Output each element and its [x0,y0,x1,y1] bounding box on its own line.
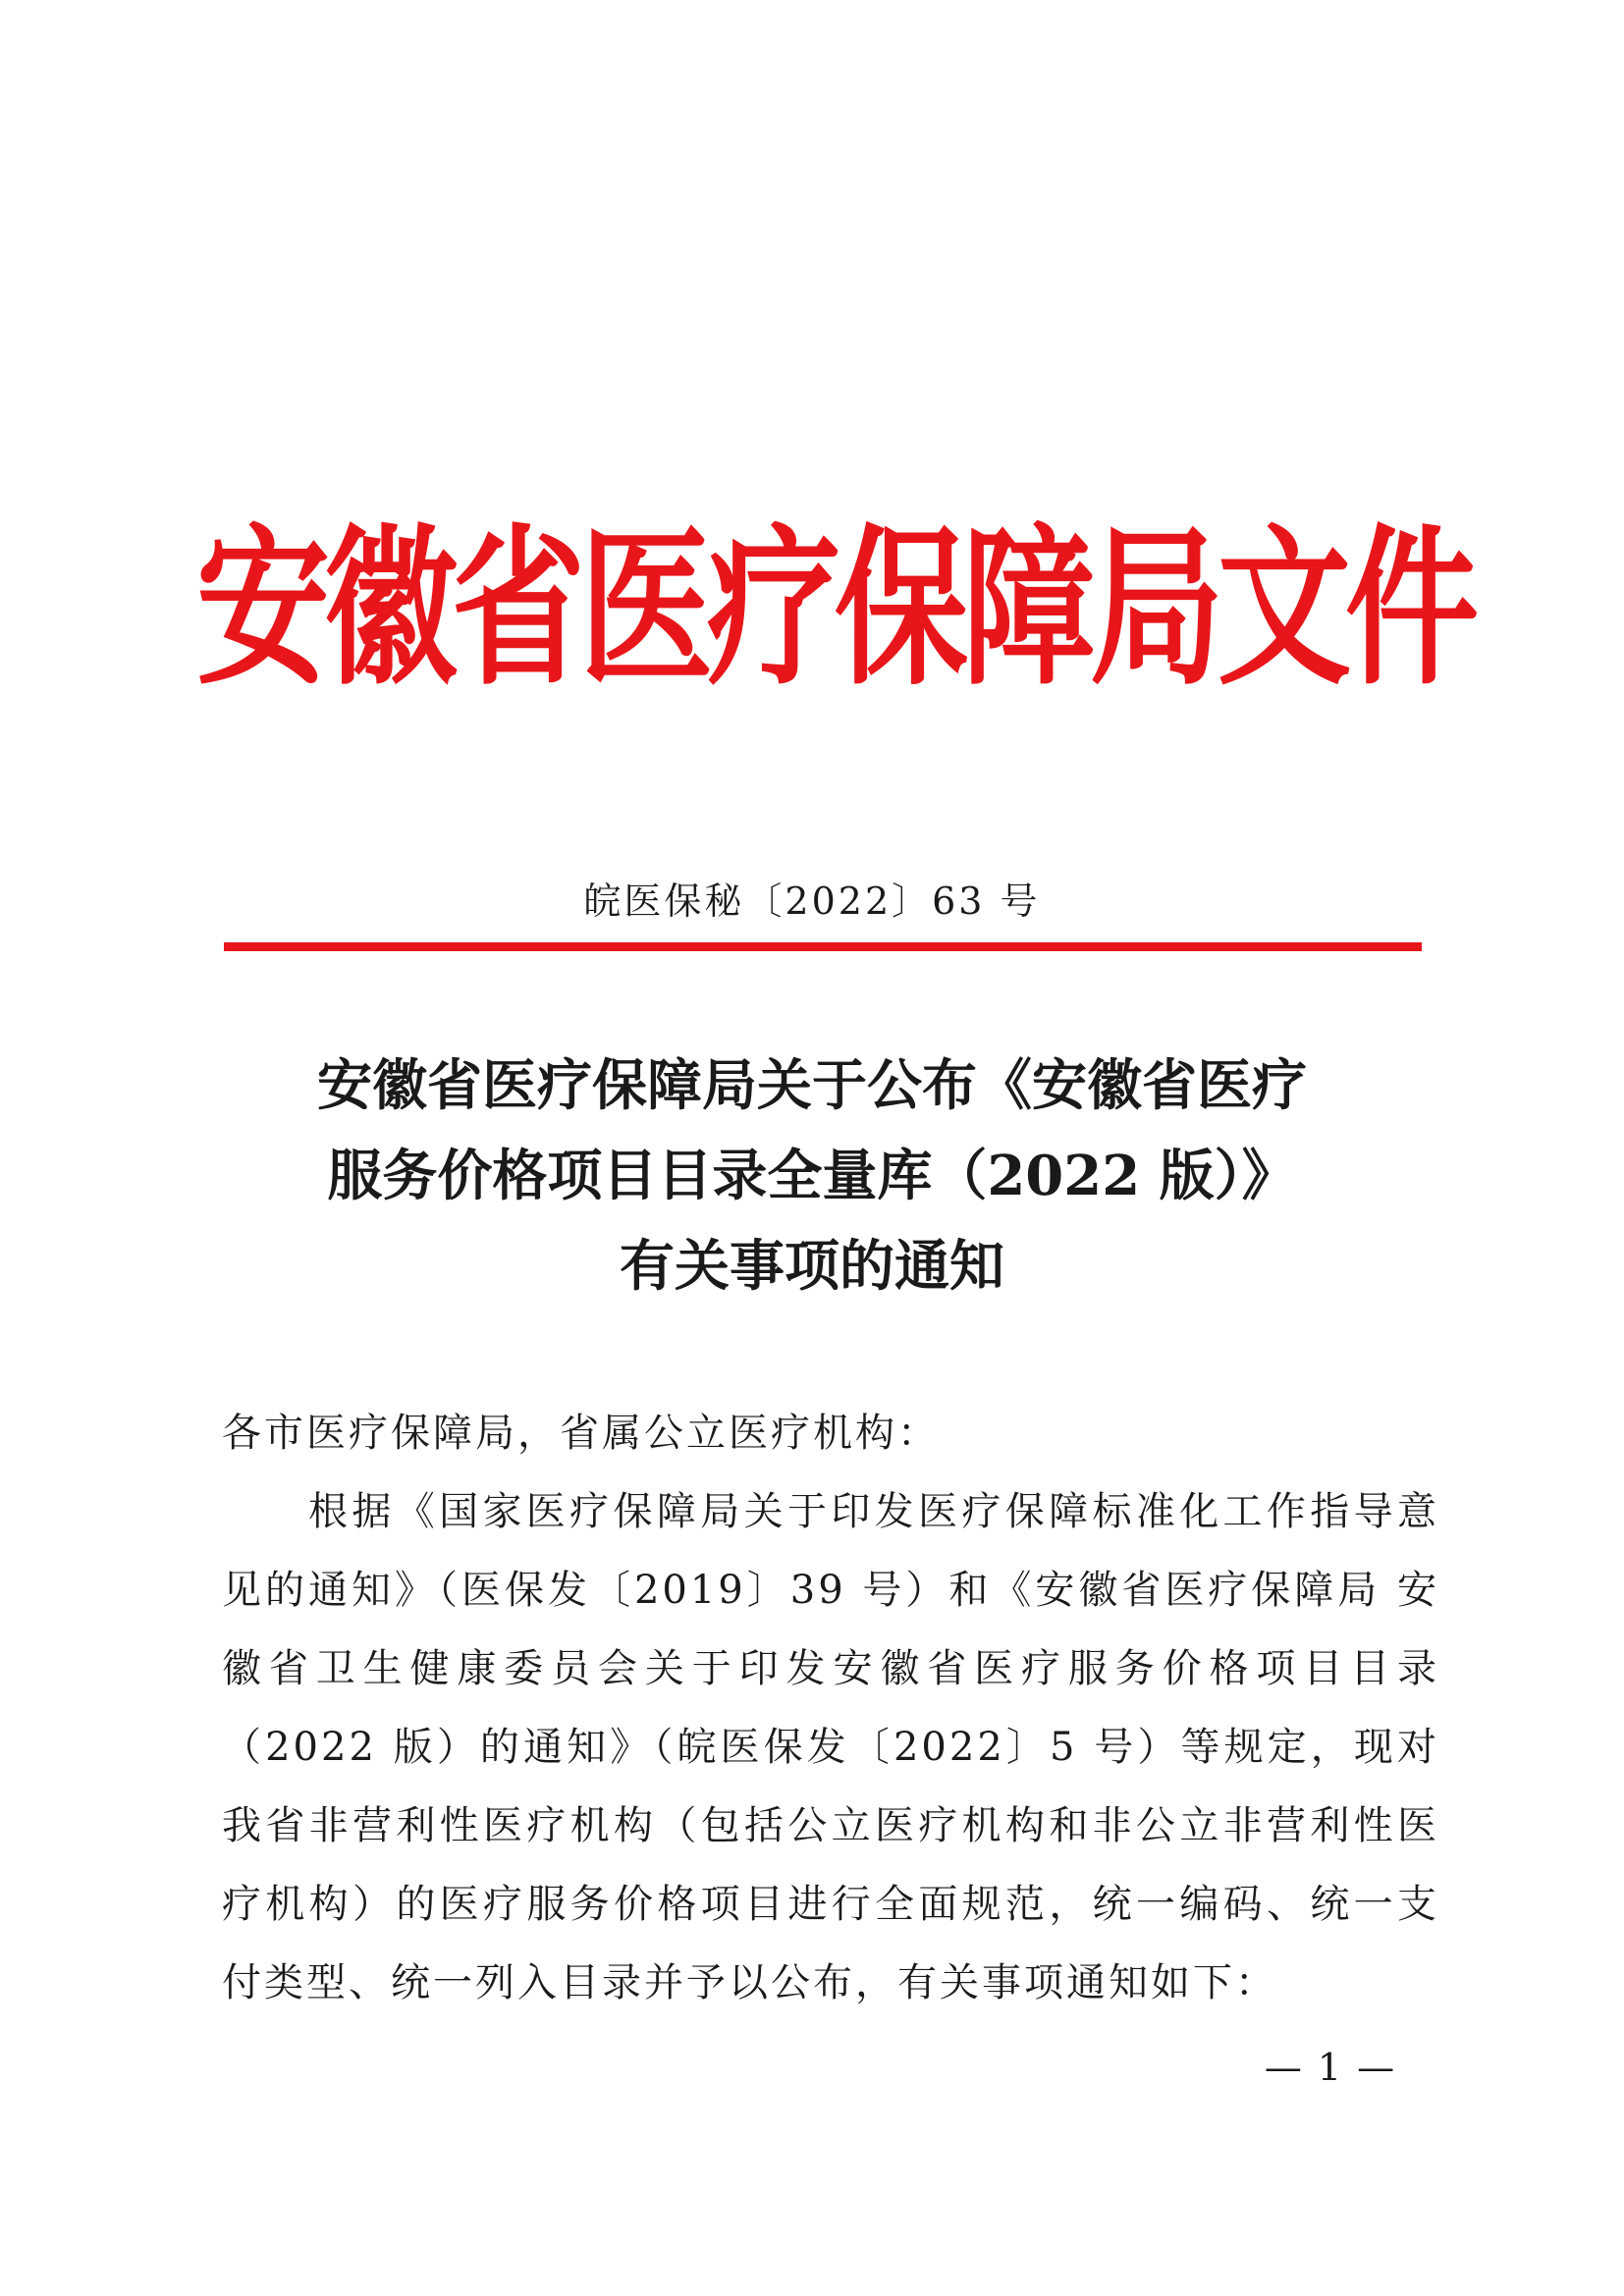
salutation: 各市医疗保障局，省属公立医疗机构： [222,1411,940,1456]
notice-title-line-1: 安徽省医疗保障局关于公布《安徽省医疗 [317,1053,1307,1118]
notice-title-line-2: 服务价格项目目录全量库（2022 版）》 [327,1144,1297,1208]
notice-body [222,1394,1439,2022]
document-number: 皖医保秘〔2022〕63 号 [583,880,1041,923]
red-separator-line [224,942,1422,951]
issuer-red-header: 安徽省医疗保障局文件 [196,507,1473,710]
page-number: — 1 — [1264,2046,1397,2089]
notice-title-line-3: 有关事项的通知 [620,1234,1004,1299]
body-paragraph: 根据《国家医疗保障局关于印发医疗保障标准化工作指导意见的通知》（医保发〔2019〕39 号）和《安徽省医疗保障局 安徽省卫生健康委员会关于印发安徽省医疗服务价格项目目录（2022 版）的通知》（皖医保发〔2022〕5 号）等规定，现对我省非营利性医疗机构（包括公立医疗机构和非公立非营利性医疗机构）的医疗服务价格项目进行全面规范，统一编码、统一支付类型、统一列入目录并予以公布，有关事项通知如下： [222,1489,1439,2005]
notice-title [196,1041,1428,1311]
